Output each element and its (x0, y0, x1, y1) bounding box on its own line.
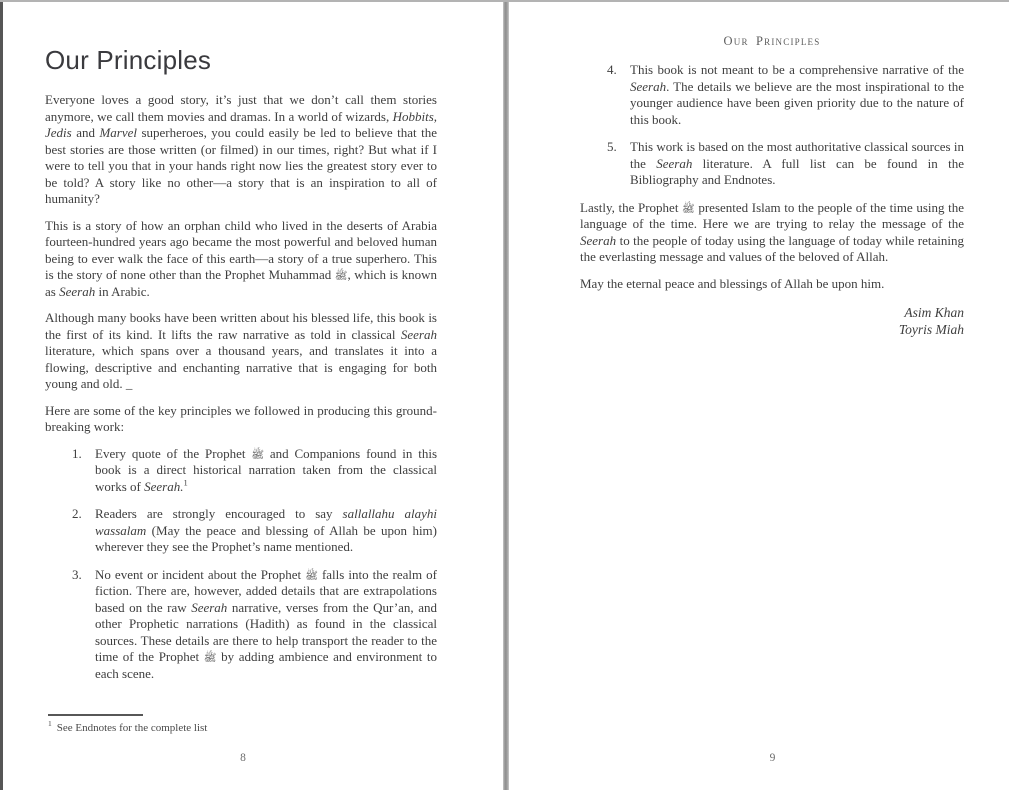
list-item-2 (45, 506, 437, 556)
signature-name-2: Toyris Miah (898, 322, 964, 337)
list-number: 5. (607, 139, 617, 154)
list-item-4 (580, 62, 964, 128)
paragraph-intro: Everyone loves a good story, it’s just that we don’t call them stories anymore, we call them movies and dramas. In a world of wizards, Hobbits, Jedis and Marvel superheroes, you could easily be led to believe that the best stories are those written (or filmed) in our times, right? But what if I were to tell you that in your hands right now lies the greatest story ever to be told? A story like no other—a story that is an inspiration to all of humanity? (45, 92, 437, 206)
paragraph-closing-blessing: May the eternal peace and blessings of Allah be upon him. (580, 275, 885, 291)
left-page[interactable] (0, 2, 503, 790)
footnote-marker: 1 (48, 719, 52, 729)
pbuh-honorific-symbol: ﷺ (251, 449, 265, 461)
list-item-text: No event or incident about the Prophet ﷺ falls into the realm of fiction. There are, however, added details that are extrapolations based on the raw Seerah narrative, verses from the Qur’an, and other Prophetic narrations (Hadith) as found in the classical sources. These details are there to help transport the reader to the time of the Prophet ﷺ by adding ambience and environment to each scene. (95, 566, 438, 681)
footnote (48, 714, 438, 734)
paragraph-first-of-kind: Although many books have been written about his blessed life, this book is the first of its kind. It lifts the raw narrative as told in classical Seerah literature, which spans over a thousand years, and translates it into a flowing, descriptive and enchanting narrative that is engaging for both young and old. _ (45, 310, 437, 391)
pbuh-honorific-symbol: ﷺ (203, 653, 217, 664)
list-number: 2. (72, 506, 82, 521)
pbuh-honorific-symbol: ﷺ (682, 203, 695, 215)
list-item-1 (45, 446, 437, 496)
signature-block (580, 304, 964, 338)
list-number: 4. (607, 62, 617, 77)
list-item-text: This book is not meant to be a comprehensive narrative of the Seerah. The details we believe are the most inspirational to the younger audience have been given priority due to the nature of this book. (630, 62, 964, 127)
footnote-divider (48, 714, 143, 716)
running-header: Our Principles (723, 34, 821, 48)
page-number-right: 9 (769, 752, 776, 764)
paragraph-orphan-story: This is a story of how an orphan child who lived in the deserts of Arabia fourteen-hundred years ago became the most powerful and beloved human being to ever walk the face of this earth—a story of a true superhero. This is the story of none other than the Prophet Muhammad ﷺ, which is known as Seerah in Arabic. (45, 217, 437, 299)
list-number: 3. (72, 566, 82, 582)
pbuh-honorific-symbol: ﷺ (334, 271, 348, 282)
footnote-text (48, 719, 438, 734)
paragraph-key-principles-lead: Here are some of the key principles we followed in producing this ground-breaking work: (45, 402, 437, 434)
signature-name-1: Asim Khan (904, 305, 964, 320)
list-number: 1. (72, 445, 82, 461)
pbuh-honorific-symbol: ﷺ (305, 570, 318, 582)
page-number-left: 8 (240, 752, 246, 764)
list-item-3 (45, 567, 437, 683)
list-item-text: Readers are strongly encouraged to say sallallahu alayhi wassalam (May the peace and blessing of Allah be upon him) wherever they see the Prophet’s name mentioned. (95, 506, 438, 554)
page-title: Our Principles (45, 45, 212, 75)
list-item-text: This work is based on the most authoritative classical sources in the Seerah literature. A full list can be found in the Bibliography and Endnotes. (630, 139, 964, 187)
footnote-label: See Endnotes for the complete list (56, 722, 208, 734)
right-page-content (509, 2, 1009, 338)
list-item-5 (580, 139, 964, 189)
list-item-text: Every quote of the Prophet ﷺ and Companions found in this book is a direct historical narration taken from the classical works of Seerah.$^1$ (95, 445, 438, 494)
right-page[interactable] (509, 2, 1009, 790)
paragraph-lastly: Lastly, the Prophet ﷺ presented Islam to the people of the time using the language of the time. Here we are trying to relay the message of the Seerah to the people of today using the language of today while retaining the everlasting message and values of the beloved of Allah. (580, 199, 964, 264)
left-page-content (3, 2, 503, 682)
